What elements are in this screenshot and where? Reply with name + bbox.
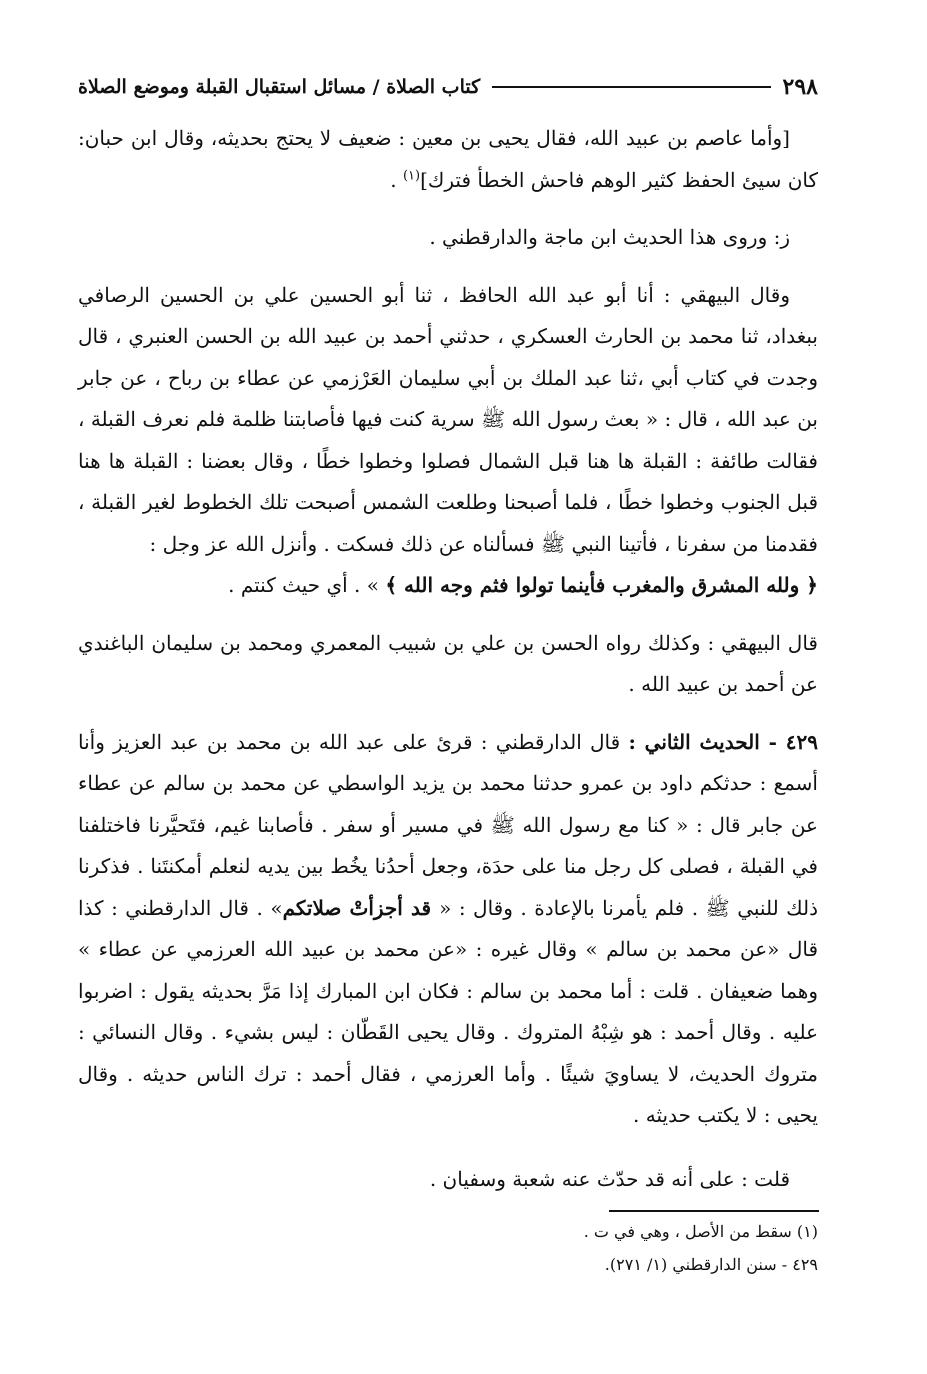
header-rule <box>492 86 770 88</box>
hadith-number: ٤٢٩ - الحديث الثاني : <box>628 729 818 754</box>
paragraph-end: » . قال الدارقطني : كذا قال «عن محمد بن سالم » وقال غيره : «عن محمد بن عبيد الله العرزمي عن عطاء » وهما ضعيفان . قلت : أما محمد بن سالم : فكان ابن المبارك إذا مَرَّ بحديثه يقول : اضربوا عليه . وقال أحمد : هو شِبْهُ المتروك . وقال يحيى القَطّان : ليس بشيء . وقال النسائي : متروك الحديث، لا يساويَ شيئًا . وأما العرزمي ، فقال أحمد : ترك الناس حديثه . وقال يحيى : لا يكتب حديثه . <box>78 895 818 1127</box>
paragraph-asim <box>78 118 818 201</box>
paragraph-text: وقال البيهقي : أنا أبو عبد الله الحافظ ، ثنا أبو الحسين علي بن الحسين الرصافي ببغداد، ثنا محمد بن الحارث العسكري ، حدثني أحمد بن عبيد الله بن الحسن العنبري ، قال وجدت في كتاب أبي ،ثنا عبد الملك بن أبي سليمان العَرْزمي عن عطاء بن رباح ، عن جابر بن عبد الله ، قال : « بعث رسول الله ﷺ سرية كنت فيها فأصابتنا ظلمة فلم نعرف القبلة ، فقالت طائفة : القبلة ها هنا قبل الشمال فصلوا وخطوا خطًا ، وقال بعضنا : القبلة ها هنا قبل الجنوب وخطوا خطًا ، فلما أصبحنا وطلعت الشمس أصبحت تلك الخطوط لغير القبلة ، فقدمنا من سفرنا ، فأتينا النبي ﷺ فسألناه عن ذلك فسكت . وأنزل الله عز وجل : <box>78 282 818 556</box>
paragraph-note: قلت : على أنه قد حدّث عنه شعبة وسفيان . <box>429 1166 790 1191</box>
paragraph-text: [وأما عاصم بن عبيد الله، فقال يحيى بن معين : ضعيف لا يحتج بحديثه، وقال ابن حبان: كان سيئ الحفظ كثير الوهم فاحش الخطأ فترك] <box>78 126 818 192</box>
paragraph-end: » . أي حيث كنتم . <box>228 573 386 597</box>
paragraph-hadith-429 <box>78 722 818 1137</box>
footnotes <box>78 1215 818 1281</box>
paragraph-ibn-majah: ز: وروى هذا الحديث ابن ماجة والدارقطني . <box>429 225 790 249</box>
paragraph-bayhaqi <box>78 275 818 607</box>
hadith-quote: قد أجزأتْ صلاتكم <box>282 895 440 920</box>
paragraph-bayhaqi-2: قال البيهقي : وكذلك رواه الحسن بن علي بن شبيب المعمري ومحمد بن سليمان الباغندي عن أحمد بن عبيد الله . <box>78 630 818 696</box>
footnote-marker: (١) <box>402 167 421 183</box>
paragraph-end: . <box>390 167 403 192</box>
footnote-1: (١) سقط من الأصل ، وهي في ت . <box>583 1222 818 1241</box>
main-text <box>78 118 818 1200</box>
footnote-rule <box>609 1210 819 1212</box>
page-number: ٢٩٨ <box>782 74 818 100</box>
footnote-429: ٤٢٩ - سنن الدارقطني (١/ ٢٧١). <box>604 1255 818 1274</box>
running-header <box>78 70 818 104</box>
chapter-title: كتاب الصلاة / مسائل استقبال القبلة وموضع الصلاة <box>78 76 481 98</box>
paragraph-text: قال الدارقطني : قرئ على عبد الله بن محمد بن عبد العزيز وأنا أسمع : حدثكم داود بن عمرو حدثنا محمد بن يزيد الواسطي عن محمد بن سالم عن عطاء عن جابر قال : « كنا مع رسول الله ﷺ في مسير أو سفر . فأصابنا غيم، فتَحيَّرنا فاختلفنا في القبلة ، فصلى كل رجل منا على حدَة، وجعل أحدُنا يخُط بين يديه لنعلم أمكنتَنا . فذكرنا ذلك للنبي ﷺ . فلم يأمرنا بالإعادة . وقال : « <box>78 729 819 920</box>
quran-verse: ﴿ ولله المشرق والمغرب فأينما تولوا فثم وجه الله ﴾ <box>385 573 818 597</box>
